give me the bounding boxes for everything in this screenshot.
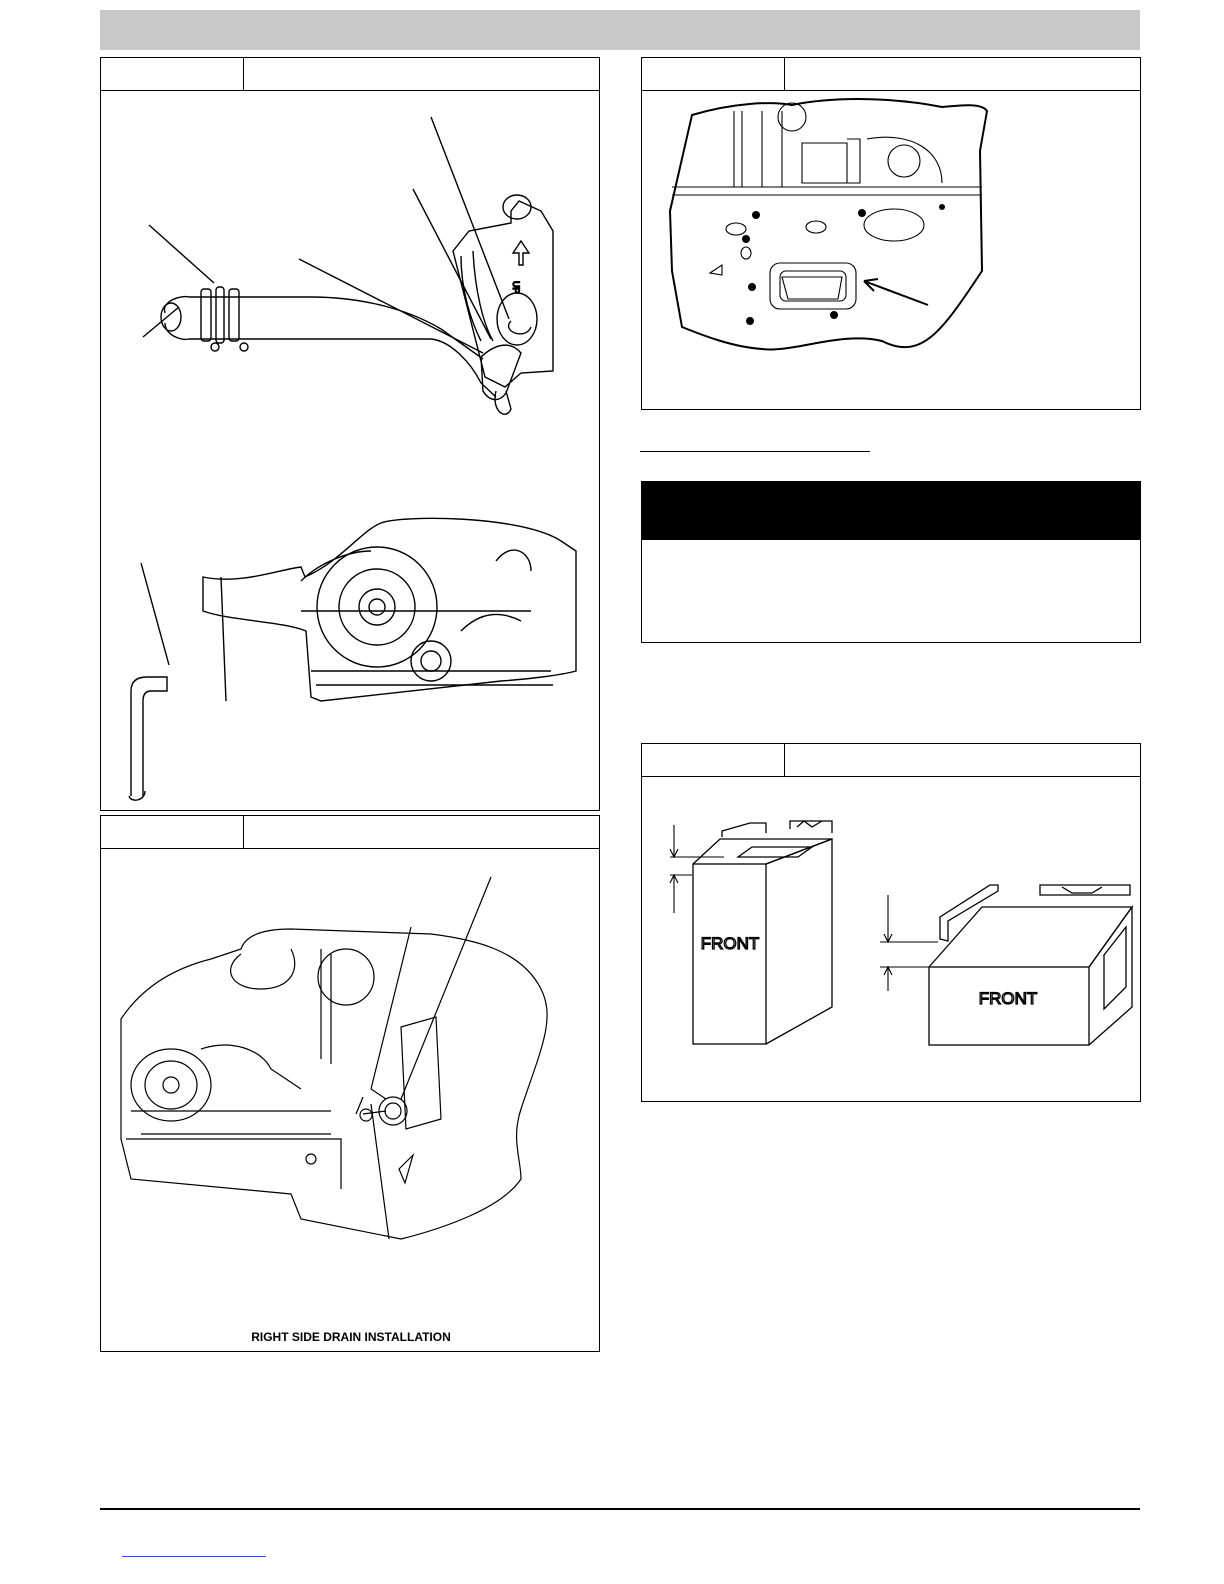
pointer-arrow-icon <box>864 279 928 305</box>
svg-text:UP: UP <box>511 281 521 294</box>
figure-header <box>101 816 599 849</box>
warning-header-bar <box>642 482 1140 540</box>
figure-body <box>101 91 599 810</box>
figure-number-cell <box>101 816 244 848</box>
figure-body <box>101 849 599 1351</box>
figure-caption: RIGHT SIDE DRAIN INSTALLATION <box>251 1330 451 1344</box>
figure-body <box>642 777 1140 1101</box>
right-drain-illustration <box>101 849 599 1352</box>
page-header-bar <box>100 10 1140 50</box>
footer-rule <box>100 1508 1140 1510</box>
section-heading-rule <box>640 451 870 452</box>
figure-header <box>642 744 1140 777</box>
figure-number-cell <box>642 744 785 776</box>
figure-header <box>101 58 599 91</box>
front-label-horizontal: FRONT <box>978 989 1038 1008</box>
pointer-arrow-icon <box>149 225 214 283</box>
footer-link-underline[interactable] <box>122 1556 266 1557</box>
figure-furnace-leveling <box>641 743 1141 1102</box>
front-label-upright: FRONT <box>700 934 760 953</box>
figure-drain-knockout <box>641 57 1141 410</box>
figure-header <box>642 58 1140 91</box>
figure-right-side-drain <box>100 815 600 1352</box>
figure-drain-tubing <box>100 57 600 811</box>
warning-box <box>641 481 1141 643</box>
drain-tubing-illustration <box>101 91 599 811</box>
leveling-illustration <box>642 777 1140 1102</box>
figure-number-cell <box>642 58 785 90</box>
drain-knockout-illustration <box>642 91 1140 409</box>
upright-cabinet <box>693 864 766 1044</box>
figure-body <box>642 91 1140 409</box>
figure-number-cell <box>101 58 244 90</box>
